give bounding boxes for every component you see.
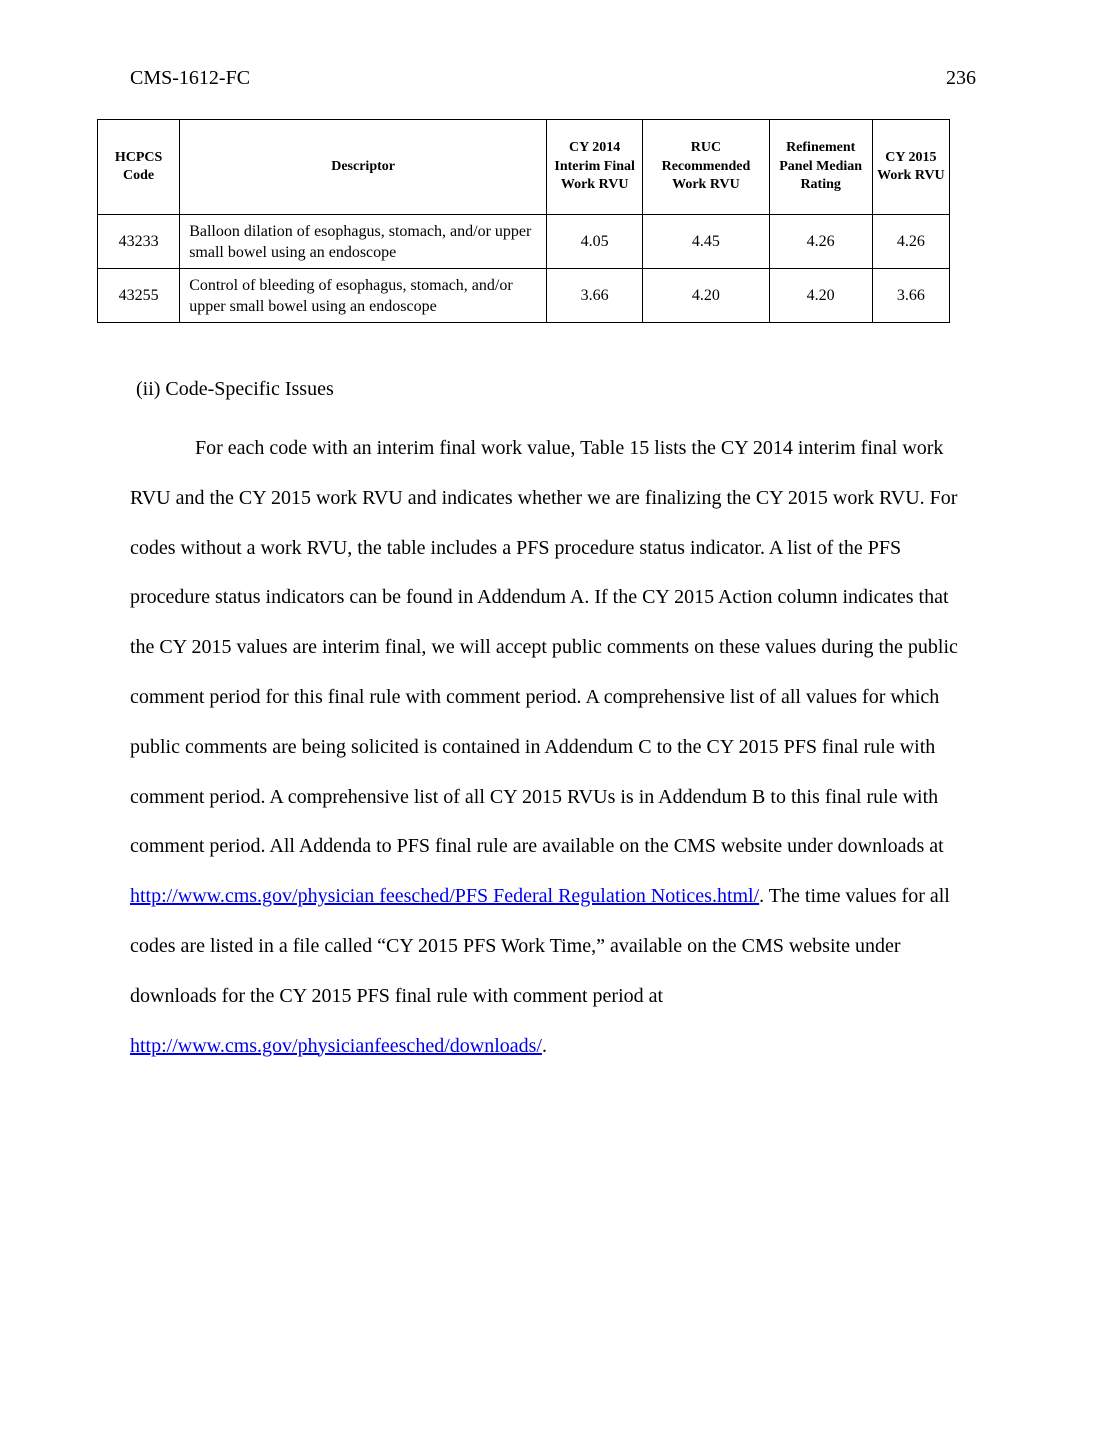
header-descriptor: Descriptor <box>180 120 547 215</box>
paragraph-text-part-1: For each code with an interim final work value, Table 15 lists the CY 2014 interim final work RVU and the CY 2015 work RVU and indicates whether we are finalizing the CY 2015 work RVU. For codes without a work RVU, the table includes a PFS procedure status indicator. A list of the PFS procedure status indicators can be found in Addendum A. If the CY 2015 Action column indicates that the CY 2015 values are interim final, we will accept public comments on these values during the public comment period for this final rule with comment period. A comprehensive list of all values for which public comments are being solicited is contained in Addendum C to the CY 2015 PFS final rule with comment period. A comprehensive list of all CY 2015 RVUs is in Addendum B to this final rule with comment period. All Addenda to PFS final rule are available on the CMS website under downloads at <box>130 437 958 858</box>
rvu-table <box>97 119 950 323</box>
cell-code: 43255 <box>98 269 180 323</box>
cell-descriptor: Control of bleeding of esophagus, stomach, and/or upper small bowel using an endoscope <box>180 269 547 323</box>
cell-panel: 4.20 <box>769 269 872 323</box>
table-row <box>98 269 950 323</box>
cell-interim: 3.66 <box>547 269 643 323</box>
page-number: 236 <box>946 67 976 89</box>
table-header-row <box>98 120 950 215</box>
paragraph-text-part-2: . The time values for all codes are listed in a file called “CY 2015 PFS Work Time,” available on the CMS website under downloads for the CY 2015 PFS final rule with comment period at <box>130 885 950 1007</box>
cell-descriptor: Balloon dilation of esophagus, stomach, and/or upper small bowel using an endoscope <box>180 215 547 269</box>
header-refinement-panel-median: Refinement Panel Median Rating <box>769 120 872 215</box>
header-ruc-recommended-work-rvu: RUC Recommended Work RVU <box>643 120 769 215</box>
cell-interim: 4.05 <box>547 215 643 269</box>
cell-panel: 4.26 <box>769 215 872 269</box>
cell-cy2015: 3.66 <box>872 269 949 323</box>
cell-code: 43233 <box>98 215 180 269</box>
cell-ruc: 4.45 <box>643 215 769 269</box>
pfs-downloads-link[interactable]: http://www.cms.gov/physicianfeesched/downloads/ <box>130 1034 542 1057</box>
cell-cy2015: 4.26 <box>872 215 949 269</box>
header-hcpcs-code: HCPCS Code <box>98 120 180 215</box>
cell-ruc: 4.20 <box>643 269 769 323</box>
paragraph-text-part-3: . <box>541 1034 547 1057</box>
header-interim-final-work-rvu: CY 2014 Interim Final Work RVU <box>547 120 643 215</box>
document-id: CMS-1612-FC <box>130 67 251 89</box>
header-cy2015-work-rvu: CY 2015 Work RVU <box>872 120 949 215</box>
body-paragraph <box>130 424 975 1071</box>
table-row <box>98 215 950 269</box>
pfs-regulation-notices-link[interactable]: http://www.cms.gov/physician feesched/PFS Federal Regulation Notices.html/ <box>130 885 760 908</box>
section-heading: (ii) Code-Specific Issues <box>136 378 334 400</box>
